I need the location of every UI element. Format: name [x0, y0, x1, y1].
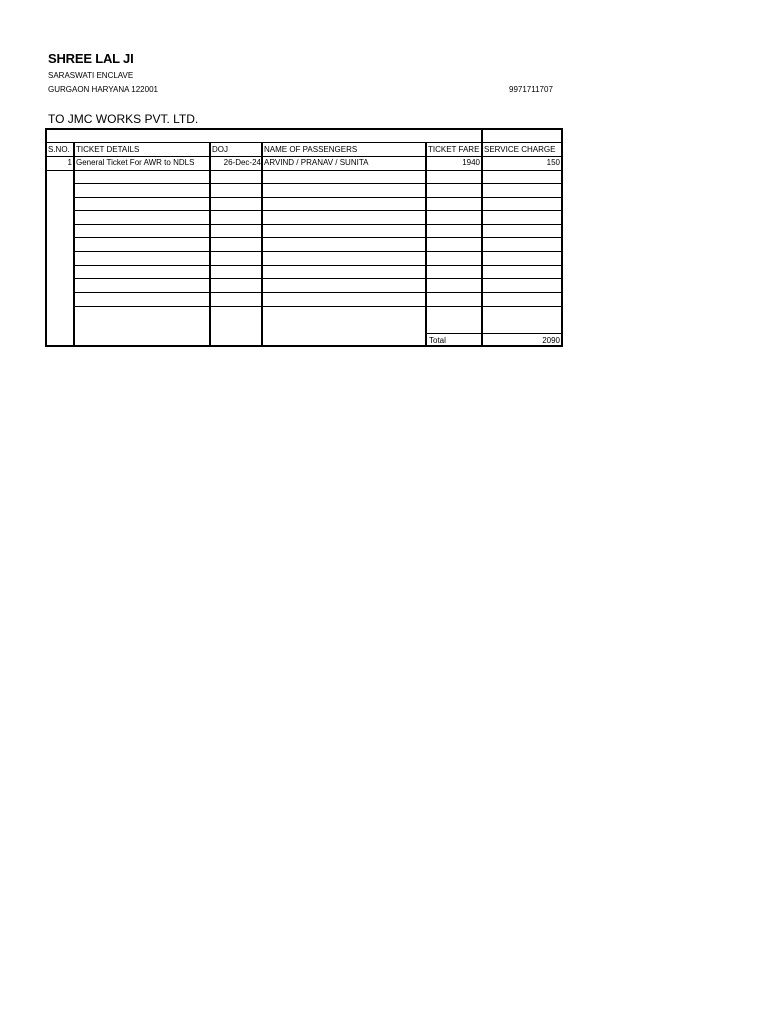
col-line-sno — [73, 142, 75, 347]
col-line-passengers — [425, 142, 427, 347]
row-line — [74, 251, 563, 252]
row-line — [74, 224, 563, 225]
col-header-doj: DOJ — [212, 145, 228, 154]
col-line-fare — [481, 128, 483, 347]
row-line — [74, 183, 563, 184]
total-label: Total — [429, 336, 446, 345]
company-name: SHREE LAL JI — [48, 51, 134, 66]
col-line-doj — [261, 142, 263, 347]
col-header-sno: S.NO. — [48, 145, 70, 154]
row-line — [74, 237, 563, 238]
row-line — [74, 292, 563, 293]
total-value: 2090 — [542, 336, 560, 345]
addressee-line: TO JMC WORKS PVT. LTD. — [48, 112, 199, 126]
row1-service-charge: 150 — [546, 158, 560, 167]
total-row-top-line — [426, 333, 563, 334]
col-header-ticket-fare: TICKET FARE — [428, 145, 480, 154]
col-line-details — [209, 142, 211, 347]
col-header-ticket-details: TICKET DETAILS — [76, 145, 140, 154]
row1-ticket-fare: 1940 — [462, 158, 480, 167]
table-line-header-bottom — [45, 156, 563, 157]
row-line — [74, 265, 563, 266]
row-line — [74, 197, 563, 198]
row1-ticket-details: General Ticket For AWR to NDLS — [76, 158, 195, 167]
col-header-passengers: NAME OF PASSENGERS — [264, 145, 358, 154]
row1-passengers: ARVIND / PRANAV / SUNITA — [264, 158, 369, 167]
col-header-service-charge: SERVICE CHARGE — [484, 145, 556, 154]
address-line-2: GURGAON HARYANA 122001 — [48, 85, 158, 94]
row1-sno: 1 — [67, 158, 72, 167]
row-line — [74, 210, 563, 211]
row-line — [74, 278, 563, 279]
table-border-top — [45, 128, 563, 130]
table-border-left — [45, 128, 47, 347]
table-border-right — [561, 128, 563, 347]
row1-doj: 26-Dec-24 — [223, 158, 261, 167]
table-line-row1-bottom — [45, 170, 563, 171]
row-line — [74, 306, 563, 307]
table-line-header-top — [45, 142, 563, 143]
address-line-1: SARASWATI ENCLAVE — [48, 71, 134, 80]
phone-number: 9971711707 — [509, 85, 553, 94]
